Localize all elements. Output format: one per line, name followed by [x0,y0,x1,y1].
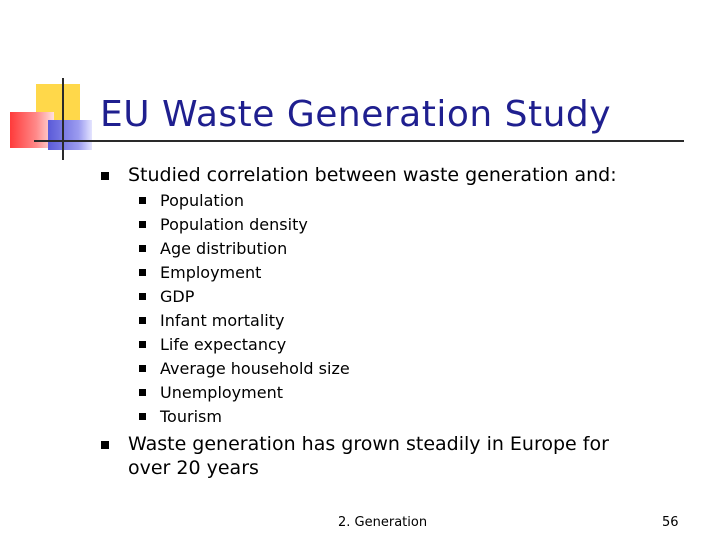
page-number: 56 [662,515,679,530]
sub-bullet-text: Life expectancy [160,335,287,354]
blue-square [48,120,92,150]
sub-bullet-text: Employment [160,263,262,282]
sub-bullet-text: Unemployment [160,383,283,402]
sub-bullet-text: GDP [160,287,195,306]
sub-bullet-marker [139,317,146,324]
sub-bullet-marker [139,341,146,348]
sub-bullet-text: Tourism [160,407,222,426]
bullet-marker [101,441,109,449]
sub-bullet-text: Average household size [160,359,350,378]
sub-bullet-marker [139,245,146,252]
decorative-logo-block [0,0,720,170]
sub-bullet-marker [139,221,146,228]
sub-bullet-text: Infant mortality [160,311,285,330]
sub-bullet-marker [139,197,146,204]
bullet-text: Studied correlation between waste generation and: [128,164,617,186]
footer-section: 2. Generation [338,515,428,530]
sub-bullet-text: Age distribution [160,239,288,258]
horizontal-rule [34,140,684,142]
slide-title: EU Waste Generation Study [100,94,612,135]
bullet-marker [101,172,109,180]
sub-bullet-marker [139,365,146,372]
sub-bullet-text: Population density [160,215,308,234]
sub-bullet-marker [139,413,146,420]
sub-bullet-text: Population [160,191,245,210]
sub-bullet-marker [139,389,146,396]
sub-bullet-marker [139,269,146,276]
bullet-text: Waste generation has grown steadily in Europe for over 20 years [128,433,609,479]
vertical-rule [62,78,64,160]
sub-bullet-marker [139,293,146,300]
